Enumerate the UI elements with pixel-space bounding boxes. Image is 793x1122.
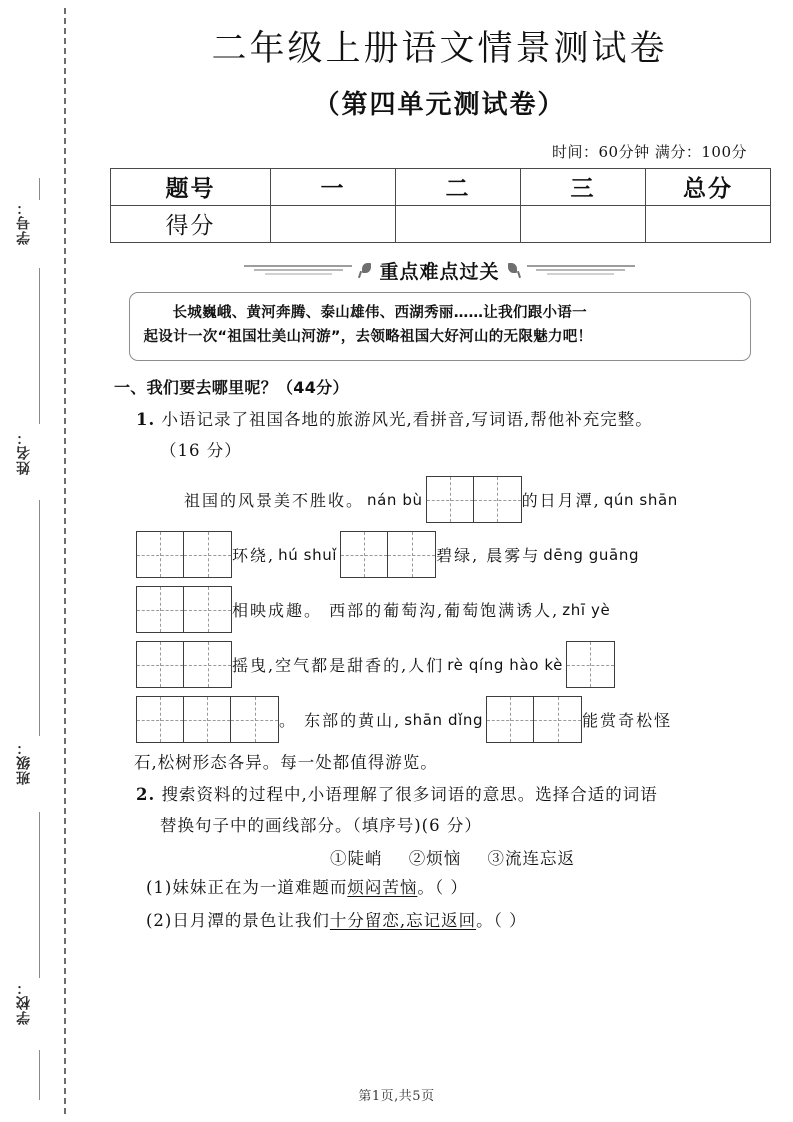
score-input-cell[interactable]: [396, 205, 521, 242]
score-table-cell: 总分: [646, 168, 771, 205]
exam-paper-sheet: [86, 0, 793, 1122]
item-label: (2): [146, 911, 173, 931]
intro-prompt-box: [129, 292, 751, 361]
table-row: [111, 168, 771, 205]
option-1[interactable]: ①陡峭: [330, 849, 383, 869]
table-row: [111, 205, 771, 242]
pinyin-text: zhī yè: [562, 600, 611, 619]
tianzige-cell[interactable]: [137, 587, 184, 632]
pinyin-writing-rows: [136, 472, 769, 747]
section-heading: 一、我们要去哪里呢？（44分）: [114, 377, 349, 397]
tianzige-answer-box[interactable]: [136, 696, 279, 743]
margin-label-class: 班级：: [16, 740, 32, 785]
item-answer-blank[interactable]: 。（ ）: [476, 911, 527, 931]
sentence-text: 能赏奇松怪: [582, 711, 673, 731]
question-2: [136, 779, 769, 938]
intro-line-1: 长城巍峨、黄河奔腾、泰山雄伟、西湖秀丽……让我们跟小语一: [172, 304, 587, 321]
tianzige-cell[interactable]: [567, 642, 614, 687]
item-answer-blank[interactable]: 。（ ）: [417, 878, 468, 898]
sentence-text: 碧绿, 晨雾与: [436, 546, 541, 566]
tianzige-answer-box[interactable]: [426, 476, 522, 523]
leaf-ornament-left-icon: [359, 263, 372, 278]
option-3[interactable]: ③流连忘返: [487, 849, 575, 869]
tianzige-answer-box[interactable]: [486, 696, 582, 743]
item-underlined-text: 烦闷苦恼: [347, 878, 418, 898]
score-input-cell[interactable]: [271, 205, 396, 242]
tianzige-cell[interactable]: [388, 532, 435, 577]
tianzige-cell[interactable]: [184, 697, 231, 742]
banner-title: 重点难点过关: [379, 260, 500, 283]
banner-dash-left-icon: [244, 264, 352, 276]
option-2[interactable]: ②烦恼: [408, 849, 462, 869]
score-table-row-head: 得分: [111, 205, 271, 242]
sentence-text: 。 东部的黄山,: [279, 711, 402, 731]
pinyin-text: qún shān: [603, 490, 678, 509]
tianzige-cell[interactable]: [137, 697, 184, 742]
question-1-text: 小语记录了祖国各地的旅游风光,看拼音,写词语,帮他补充完整。: [161, 409, 653, 429]
margin-rule: [39, 178, 40, 200]
question-2-item-1: [146, 871, 769, 904]
question-1-score: （16 分）: [160, 440, 242, 460]
pinyin-write-row: [136, 472, 769, 527]
pinyin-text: rè qíng hào kè: [447, 655, 563, 674]
tianzige-cell[interactable]: [231, 697, 278, 742]
score-table-row-head: 题号: [111, 168, 271, 205]
item-underlined-text: 十分留恋,忘记返回: [329, 911, 477, 931]
tianzige-answer-box[interactable]: [566, 641, 615, 688]
score-table-cell: 一: [271, 168, 396, 205]
margin-rule: [39, 268, 40, 424]
intro-line-2: 起设计一次“祖国壮美山河游”，去领略祖国大好河山的无限魅力吧！: [143, 328, 593, 345]
margin-rule: [39, 812, 40, 978]
tianzige-cell[interactable]: [184, 587, 231, 632]
question-2-options: [136, 845, 769, 869]
tianzige-answer-box[interactable]: [340, 531, 436, 578]
margin-rule: [39, 500, 40, 736]
pinyin-write-row: [136, 582, 769, 637]
tianzige-cell[interactable]: [487, 697, 534, 742]
exam-meta: 时间：60分钟 满分：100分: [552, 142, 747, 161]
tianzige-cell[interactable]: [534, 697, 581, 742]
tianzige-cell[interactable]: [184, 532, 231, 577]
pinyin-text: dēng guāng: [543, 545, 640, 564]
question-2-item-2: [146, 904, 769, 937]
question-1-stem: [136, 404, 769, 435]
pinyin-write-row: [136, 692, 769, 747]
page-subtitle: （第四单元测试卷）: [313, 89, 566, 120]
margin-label-name: 姓名：: [16, 430, 32, 475]
sentence-text: 环绕,: [232, 546, 276, 566]
tianzige-answer-box[interactable]: [136, 641, 232, 688]
question-2-number: 2.: [136, 784, 156, 804]
question-2-text-line-1: 搜索资料的过程中,小语理解了很多词语的意思。选择合适的词语: [161, 784, 658, 804]
sentence-text: 相映成趣。 西部的葡萄沟,葡萄饱满诱人,: [232, 601, 560, 621]
sentence-text: 的日月潭,: [521, 491, 601, 511]
tianzige-cell[interactable]: [137, 532, 184, 577]
section-banner: [110, 257, 769, 284]
score-table: [110, 168, 771, 243]
question-1-number: 1.: [136, 409, 156, 429]
tianzige-cell[interactable]: [474, 477, 521, 522]
pinyin-write-row: [136, 527, 769, 582]
leaf-ornament-right-icon: [507, 263, 520, 278]
margin-label-school: 学校：: [16, 980, 32, 1025]
score-table-cell: 二: [396, 168, 521, 205]
item-pre-text: 日月潭的景色让我们: [172, 911, 330, 931]
banner-dash-right-icon: [527, 264, 635, 276]
question-1-tail: 石,松树形态各异。每一处都值得游览。: [134, 753, 438, 773]
tianzige-cell[interactable]: [137, 642, 184, 687]
tianzige-cell[interactable]: [427, 477, 474, 522]
tianzige-cell[interactable]: [341, 532, 388, 577]
score-input-cell[interactable]: [521, 205, 646, 242]
tianzige-cell[interactable]: [184, 642, 231, 687]
pinyin-write-row: [136, 637, 769, 692]
margin-label-student-id: 学号：: [16, 200, 32, 245]
question-1: [136, 404, 769, 779]
item-pre-text: 妹妹正在为一道难题而: [172, 878, 348, 898]
pinyin-text: shān dǐng: [404, 710, 484, 729]
pinyin-text: hú shuǐ: [278, 545, 338, 564]
left-margin-binding-area: [0, 0, 86, 1122]
pinyin-text: nán bù: [367, 490, 423, 509]
cut-dashed-line: [64, 8, 66, 1114]
sentence-text: 祖国的风景美不胜收。: [184, 491, 365, 511]
tianzige-answer-box[interactable]: [136, 586, 232, 633]
question-2-text-line-2: 替换句子中的画线部分。（填序号)(6 分）: [160, 815, 482, 835]
page-footer: 第1页,共5页: [358, 1089, 435, 1104]
sentence-text: 摇曳,空气都是甜香的,人们: [232, 656, 445, 676]
tianzige-answer-box[interactable]: [136, 531, 232, 578]
score-input-cell[interactable]: [646, 205, 771, 242]
page-title: 二年级上册语文情景测试卷: [211, 29, 668, 69]
item-label: (1): [146, 878, 173, 898]
question-2-stem: [136, 779, 769, 810]
score-table-cell: 三: [521, 168, 646, 205]
